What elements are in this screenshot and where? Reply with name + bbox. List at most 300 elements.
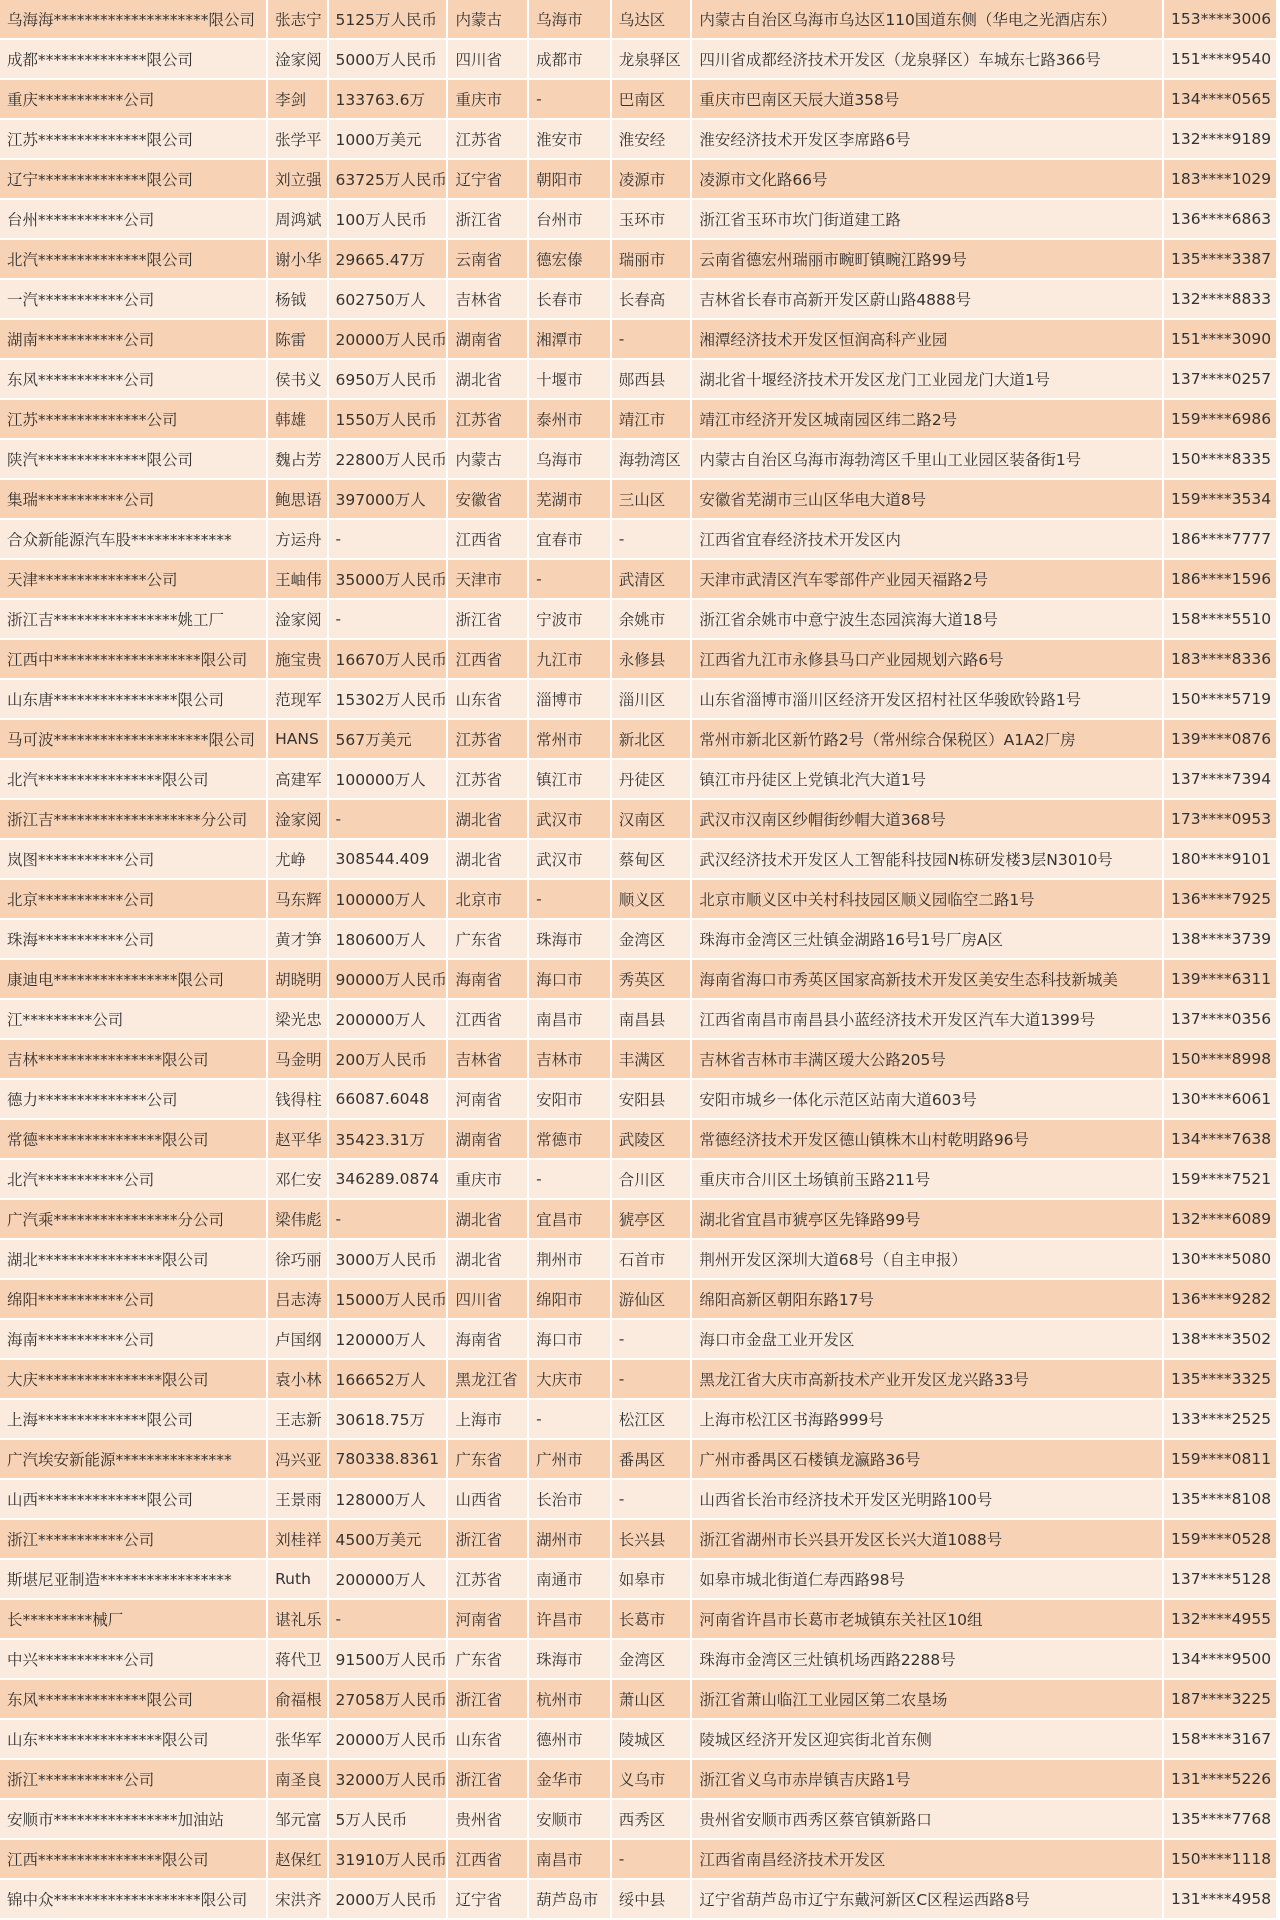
phone-cell: 132****6089 bbox=[1164, 1200, 1276, 1238]
province-cell: 辽宁省 bbox=[448, 160, 527, 198]
company-name-cell: 德力**************公司 bbox=[0, 1080, 266, 1118]
phone-cell: 136****9282 bbox=[1164, 1280, 1276, 1318]
city-cell: 十堰市 bbox=[529, 360, 610, 398]
city-cell: 海口市 bbox=[529, 1320, 610, 1358]
city-cell: 乌海市 bbox=[529, 440, 610, 478]
registered-capital-cell: 91500万人民币 bbox=[329, 1640, 447, 1678]
company-name-cell: 长*********械厂 bbox=[0, 1600, 266, 1638]
province-cell: 内蒙古 bbox=[448, 0, 527, 38]
table-row bbox=[0, 1280, 1276, 1318]
phone-cell: 132****4955 bbox=[1164, 1600, 1276, 1638]
address-cell: 内蒙古自治区乌海市乌达区110国道东侧（华电之光酒店东） bbox=[692, 0, 1162, 38]
table-row bbox=[0, 1360, 1276, 1398]
legal-rep-cell: 梁光忠 bbox=[268, 1000, 326, 1038]
address-cell: 浙江省湖州市长兴县开发区长兴大道1088号 bbox=[692, 1520, 1162, 1558]
legal-rep-cell: 徐巧丽 bbox=[268, 1240, 326, 1278]
city-cell: 九江市 bbox=[529, 640, 610, 678]
district-cell: 长葛市 bbox=[612, 1600, 691, 1638]
address-cell: 贵州省安顺市西秀区蔡官镇新路口 bbox=[692, 1800, 1162, 1838]
address-cell: 黑龙江省大庆市高新技术产业开发区龙兴路33号 bbox=[692, 1360, 1162, 1398]
legal-rep-cell: 张学平 bbox=[268, 120, 326, 158]
address-cell: 河南省许昌市长葛市老城镇东关社区10组 bbox=[692, 1600, 1162, 1638]
district-cell: 安阳县 bbox=[612, 1080, 691, 1118]
table-row bbox=[0, 720, 1276, 758]
city-cell: 南昌市 bbox=[529, 1840, 610, 1878]
address-cell: 江西省南昌经济技术开发区 bbox=[692, 1840, 1162, 1878]
city-cell: 珠海市 bbox=[529, 920, 610, 958]
province-cell: 河南省 bbox=[448, 1080, 527, 1118]
address-cell: 武汉市汉南区纱帽街纱帽大道368号 bbox=[692, 800, 1162, 838]
province-cell: 江苏省 bbox=[448, 120, 527, 158]
registered-capital-cell: 100000万人 bbox=[329, 760, 447, 798]
company-name-cell: 辽宁**************限公司 bbox=[0, 160, 266, 198]
district-cell: 淮安经 bbox=[612, 120, 691, 158]
legal-rep-cell: 胡晓明 bbox=[268, 960, 326, 998]
district-cell: 龙泉驿区 bbox=[612, 40, 691, 78]
address-cell: 靖江市经济开发区城南园区纬二路2号 bbox=[692, 400, 1162, 438]
province-cell: 贵州省 bbox=[448, 1800, 527, 1838]
phone-cell: 186****7777 bbox=[1164, 520, 1276, 558]
address-cell: 上海市松江区书海路999号 bbox=[692, 1400, 1162, 1438]
district-cell: 西秀区 bbox=[612, 1800, 691, 1838]
legal-rep-cell: 魏占芳 bbox=[268, 440, 326, 478]
district-cell: 新北区 bbox=[612, 720, 691, 758]
table-row bbox=[0, 0, 1276, 38]
registered-capital-cell: 166652万人 bbox=[329, 1360, 447, 1398]
district-cell: 武清区 bbox=[612, 560, 691, 598]
phone-cell: 158****3167 bbox=[1164, 1720, 1276, 1758]
legal-rep-cell: 冯兴亚 bbox=[268, 1440, 326, 1478]
address-cell: 江西省南昌市南昌县小蓝经济技术开发区汽车大道1399号 bbox=[692, 1000, 1162, 1038]
company-name-cell: 成都**************限公司 bbox=[0, 40, 266, 78]
registered-capital-cell: 128000万人 bbox=[329, 1480, 447, 1518]
district-cell: 秀英区 bbox=[612, 960, 691, 998]
company-name-cell: 广汽乘****************分公司 bbox=[0, 1200, 266, 1238]
registered-capital-cell: 3000万人民币 bbox=[329, 1240, 447, 1278]
company-name-cell: 东风**************限公司 bbox=[0, 1680, 266, 1718]
legal-rep-cell: 谢小华 bbox=[268, 240, 326, 278]
province-cell: 四川省 bbox=[448, 1280, 527, 1318]
registered-capital-cell: 6950万人民币 bbox=[329, 360, 447, 398]
table-row bbox=[0, 1640, 1276, 1678]
table-row bbox=[0, 1000, 1276, 1038]
district-cell: 郧西县 bbox=[612, 360, 691, 398]
company-name-cell: 湖南***********公司 bbox=[0, 320, 266, 358]
city-cell: 海口市 bbox=[529, 960, 610, 998]
company-name-cell: 台州***********公司 bbox=[0, 200, 266, 238]
address-cell: 江西省九江市永修县马口产业园规划六路6号 bbox=[692, 640, 1162, 678]
district-cell: - bbox=[612, 1320, 691, 1358]
company-name-cell: 常德****************限公司 bbox=[0, 1120, 266, 1158]
table-row bbox=[0, 1320, 1276, 1358]
registered-capital-cell: 180600万人 bbox=[329, 920, 447, 958]
registered-capital-cell: 100万人民币 bbox=[329, 200, 447, 238]
district-cell: 玉环市 bbox=[612, 200, 691, 238]
registered-capital-cell: - bbox=[329, 800, 447, 838]
registered-capital-cell: 35423.31万 bbox=[329, 1120, 447, 1158]
phone-cell: 132****8833 bbox=[1164, 280, 1276, 318]
legal-rep-cell: 方运舟 bbox=[268, 520, 326, 558]
company-name-cell: 珠海***********公司 bbox=[0, 920, 266, 958]
phone-cell: 159****7521 bbox=[1164, 1160, 1276, 1198]
province-cell: 重庆市 bbox=[448, 1160, 527, 1198]
registered-capital-cell: 32000万人民币 bbox=[329, 1760, 447, 1798]
table-row bbox=[0, 1520, 1276, 1558]
address-cell: 镇江市丹徒区上党镇北汽大道1号 bbox=[692, 760, 1162, 798]
province-cell: 湖北省 bbox=[448, 1240, 527, 1278]
address-cell: 浙江省玉环市坎门街道建工路 bbox=[692, 200, 1162, 238]
address-cell: 湖北省宜昌市猇亭区先锋路99号 bbox=[692, 1200, 1162, 1238]
company-name-cell: 东风***********公司 bbox=[0, 360, 266, 398]
phone-cell: 159****6986 bbox=[1164, 400, 1276, 438]
province-cell: 湖南省 bbox=[448, 1120, 527, 1158]
legal-rep-cell: 陈雷 bbox=[268, 320, 326, 358]
table-row bbox=[0, 1680, 1276, 1718]
province-cell: 北京市 bbox=[448, 880, 527, 918]
company-name-cell: 浙江吉****************姚工厂 bbox=[0, 600, 266, 638]
city-cell: 金华市 bbox=[529, 1760, 610, 1798]
province-cell: 江西省 bbox=[448, 520, 527, 558]
city-cell: 广州市 bbox=[529, 1440, 610, 1478]
province-cell: 江西省 bbox=[448, 1000, 527, 1038]
city-cell: 淮安市 bbox=[529, 120, 610, 158]
registered-capital-cell: 20000万人民币 bbox=[329, 320, 447, 358]
city-cell: - bbox=[529, 560, 610, 598]
phone-cell: 130****5080 bbox=[1164, 1240, 1276, 1278]
table-row bbox=[0, 480, 1276, 518]
phone-cell: 151****9540 bbox=[1164, 40, 1276, 78]
city-cell: 葫芦岛市 bbox=[529, 1880, 610, 1918]
district-cell: 金湾区 bbox=[612, 920, 691, 958]
phone-cell: 136****7925 bbox=[1164, 880, 1276, 918]
legal-rep-cell: 王景雨 bbox=[268, 1480, 326, 1518]
legal-rep-cell: 淦家阅 bbox=[268, 600, 326, 638]
table-row bbox=[0, 880, 1276, 918]
table-row bbox=[0, 960, 1276, 998]
legal-rep-cell: 邹元富 bbox=[268, 1800, 326, 1838]
company-name-cell: 马可波********************限公司 bbox=[0, 720, 266, 758]
address-cell: 凌源市文化路66号 bbox=[692, 160, 1162, 198]
registered-capital-cell: 1000万美元 bbox=[329, 120, 447, 158]
company-name-cell: 锦中众*******************限公司 bbox=[0, 1880, 266, 1918]
address-cell: 淮安经济技术开发区李席路6号 bbox=[692, 120, 1162, 158]
district-cell: - bbox=[612, 1840, 691, 1878]
company-name-cell: 乌海海********************限公司 bbox=[0, 0, 266, 38]
registered-capital-cell: 100000万人 bbox=[329, 880, 447, 918]
company-name-cell: 吉林****************限公司 bbox=[0, 1040, 266, 1078]
city-cell: 荆州市 bbox=[529, 1240, 610, 1278]
table-row bbox=[0, 520, 1276, 558]
legal-rep-cell: 李剑 bbox=[268, 80, 326, 118]
district-cell: 靖江市 bbox=[612, 400, 691, 438]
legal-rep-cell: 淦家阅 bbox=[268, 40, 326, 78]
province-cell: 天津市 bbox=[448, 560, 527, 598]
phone-cell: 150****1118 bbox=[1164, 1840, 1276, 1878]
company-name-cell: 湖北****************限公司 bbox=[0, 1240, 266, 1278]
address-cell: 荆州开发区深圳大道68号（自主申报） bbox=[692, 1240, 1162, 1278]
company-name-cell: 中兴***********公司 bbox=[0, 1640, 266, 1678]
city-cell: 泰州市 bbox=[529, 400, 610, 438]
table-row bbox=[0, 280, 1276, 318]
address-cell: 武汉经济技术开发区人工智能科技园N栋研发楼3层N3010号 bbox=[692, 840, 1162, 878]
company-name-cell: 山东唐****************限公司 bbox=[0, 680, 266, 718]
company-name-cell: 康迪电****************限公司 bbox=[0, 960, 266, 998]
phone-cell: 137****0257 bbox=[1164, 360, 1276, 398]
city-cell: 珠海市 bbox=[529, 1640, 610, 1678]
phone-cell: 132****9189 bbox=[1164, 120, 1276, 158]
legal-rep-cell: 赵平华 bbox=[268, 1120, 326, 1158]
legal-rep-cell: 马金明 bbox=[268, 1040, 326, 1078]
company-name-cell: 江西中*******************限公司 bbox=[0, 640, 266, 678]
registered-capital-cell: 2000万人民币 bbox=[329, 1880, 447, 1918]
phone-cell: 137****7394 bbox=[1164, 760, 1276, 798]
legal-rep-cell: 鲍思语 bbox=[268, 480, 326, 518]
province-cell: 云南省 bbox=[448, 240, 527, 278]
district-cell: - bbox=[612, 520, 691, 558]
phone-cell: 159****0811 bbox=[1164, 1440, 1276, 1478]
phone-cell: 135****3387 bbox=[1164, 240, 1276, 278]
phone-cell: 150****8998 bbox=[1164, 1040, 1276, 1078]
address-cell: 浙江省义乌市赤岸镇吉庆路1号 bbox=[692, 1760, 1162, 1798]
phone-cell: 159****0528 bbox=[1164, 1520, 1276, 1558]
city-cell: 乌海市 bbox=[529, 0, 610, 38]
phone-cell: 138****3502 bbox=[1164, 1320, 1276, 1358]
province-cell: 江苏省 bbox=[448, 1560, 527, 1598]
company-name-cell: 北汽***********公司 bbox=[0, 1160, 266, 1198]
phone-cell: 135****3325 bbox=[1164, 1360, 1276, 1398]
registered-capital-cell: 200万人民币 bbox=[329, 1040, 447, 1078]
phone-cell: 138****3739 bbox=[1164, 920, 1276, 958]
city-cell: - bbox=[529, 880, 610, 918]
table-row bbox=[0, 1840, 1276, 1878]
city-cell: 成都市 bbox=[529, 40, 610, 78]
legal-rep-cell: 范现军 bbox=[268, 680, 326, 718]
registered-capital-cell: 120000万人 bbox=[329, 1320, 447, 1358]
district-cell: 陵城区 bbox=[612, 1720, 691, 1758]
city-cell: 绵阳市 bbox=[529, 1280, 610, 1318]
table-row bbox=[0, 1720, 1276, 1758]
province-cell: 浙江省 bbox=[448, 1680, 527, 1718]
legal-rep-cell: 淦家阅 bbox=[268, 800, 326, 838]
table-row bbox=[0, 920, 1276, 958]
city-cell: 朝阳市 bbox=[529, 160, 610, 198]
province-cell: 吉林省 bbox=[448, 1040, 527, 1078]
address-cell: 安徽省芜湖市三山区华电大道8号 bbox=[692, 480, 1162, 518]
company-name-cell: 斯堪尼亚制造***************** bbox=[0, 1560, 266, 1598]
company-name-cell: 上海**************限公司 bbox=[0, 1400, 266, 1438]
registered-capital-cell: 27058万人民币 bbox=[329, 1680, 447, 1718]
table-row bbox=[0, 40, 1276, 78]
table-row bbox=[0, 1880, 1276, 1918]
registered-capital-cell: 567万美元 bbox=[329, 720, 447, 758]
company-name-cell: 浙江吉*******************分公司 bbox=[0, 800, 266, 838]
city-cell: 湘潭市 bbox=[529, 320, 610, 358]
address-cell: 常州市新北区新竹路2号（常州综合保税区）A1A2厂房 bbox=[692, 720, 1162, 758]
legal-rep-cell: 宋洪齐 bbox=[268, 1880, 326, 1918]
district-cell: 瑞丽市 bbox=[612, 240, 691, 278]
city-cell: 台州市 bbox=[529, 200, 610, 238]
table-row bbox=[0, 1480, 1276, 1518]
company-name-cell: 绵阳***********公司 bbox=[0, 1280, 266, 1318]
phone-cell: 133****2525 bbox=[1164, 1400, 1276, 1438]
address-cell: 湘潭经济技术开发区恒润高科产业园 bbox=[692, 320, 1162, 358]
province-cell: 广东省 bbox=[448, 1640, 527, 1678]
registered-capital-cell: 5000万人民币 bbox=[329, 40, 447, 78]
province-cell: 浙江省 bbox=[448, 600, 527, 638]
company-name-cell: 天津**************公司 bbox=[0, 560, 266, 598]
table-row bbox=[0, 1120, 1276, 1158]
district-cell: 丹徒区 bbox=[612, 760, 691, 798]
table-row bbox=[0, 640, 1276, 678]
legal-rep-cell: 王志新 bbox=[268, 1400, 326, 1438]
table-row bbox=[0, 1440, 1276, 1478]
province-cell: 湖北省 bbox=[448, 800, 527, 838]
legal-rep-cell: 周鸿斌 bbox=[268, 200, 326, 238]
address-cell: 绵阳高新区朝阳东路17号 bbox=[692, 1280, 1162, 1318]
legal-rep-cell: 刘桂祥 bbox=[268, 1520, 326, 1558]
registered-capital-cell: 30618.75万 bbox=[329, 1400, 447, 1438]
company-name-cell: 江*********公司 bbox=[0, 1000, 266, 1038]
district-cell: 合川区 bbox=[612, 1160, 691, 1198]
city-cell: 湖州市 bbox=[529, 1520, 610, 1558]
legal-rep-cell: 卢国纲 bbox=[268, 1320, 326, 1358]
registered-capital-cell: 15000万人民币 bbox=[329, 1280, 447, 1318]
phone-cell: 130****6061 bbox=[1164, 1080, 1276, 1118]
legal-rep-cell: 谌礼乐 bbox=[268, 1600, 326, 1638]
phone-cell: 136****6863 bbox=[1164, 200, 1276, 238]
address-cell: 湖北省十堰经济技术开发区龙门工业园龙门大道1号 bbox=[692, 360, 1162, 398]
registered-capital-cell: 346289.0874 bbox=[329, 1160, 447, 1198]
registered-capital-cell: 5125万人民币 bbox=[329, 0, 447, 38]
province-cell: 浙江省 bbox=[448, 200, 527, 238]
province-cell: 吉林省 bbox=[448, 280, 527, 318]
table-row bbox=[0, 440, 1276, 478]
registered-capital-cell: 200000万人 bbox=[329, 1560, 447, 1598]
registered-capital-cell: 90000万人民币 bbox=[329, 960, 447, 998]
registered-capital-cell: 29665.47万 bbox=[329, 240, 447, 278]
phone-cell: 150****8335 bbox=[1164, 440, 1276, 478]
legal-rep-cell: 赵保红 bbox=[268, 1840, 326, 1878]
province-cell: 湖北省 bbox=[448, 360, 527, 398]
legal-rep-cell: 尤峥 bbox=[268, 840, 326, 878]
province-cell: 广东省 bbox=[448, 920, 527, 958]
table-row bbox=[0, 600, 1276, 638]
district-cell: - bbox=[612, 320, 691, 358]
province-cell: 江苏省 bbox=[448, 720, 527, 758]
district-cell: 萧山区 bbox=[612, 1680, 691, 1718]
registered-capital-cell: 4500万美元 bbox=[329, 1520, 447, 1558]
city-cell: 安顺市 bbox=[529, 1800, 610, 1838]
registered-capital-cell: 397000万人 bbox=[329, 480, 447, 518]
company-name-cell: 集瑞***********公司 bbox=[0, 480, 266, 518]
registered-capital-cell: 15302万人民币 bbox=[329, 680, 447, 718]
registered-capital-cell: 1550万人民币 bbox=[329, 400, 447, 438]
company-name-cell: 岚图***********公司 bbox=[0, 840, 266, 878]
district-cell: 南昌县 bbox=[612, 1000, 691, 1038]
address-cell: 内蒙古自治区乌海市海勃湾区千里山工业园区装备街1号 bbox=[692, 440, 1162, 478]
company-name-cell: 浙江***********公司 bbox=[0, 1520, 266, 1558]
phone-cell: 153****3006 bbox=[1164, 0, 1276, 38]
district-cell: 永修县 bbox=[612, 640, 691, 678]
province-cell: 河南省 bbox=[448, 1600, 527, 1638]
district-cell: 松江区 bbox=[612, 1400, 691, 1438]
table-row bbox=[0, 1160, 1276, 1198]
province-cell: 山西省 bbox=[448, 1480, 527, 1518]
table-row bbox=[0, 1200, 1276, 1238]
company-name-cell: 山东****************限公司 bbox=[0, 1720, 266, 1758]
city-cell: 常德市 bbox=[529, 1120, 610, 1158]
address-cell: 安阳市城乡一体化示范区站南大道603号 bbox=[692, 1080, 1162, 1118]
phone-cell: 131****5226 bbox=[1164, 1760, 1276, 1798]
district-cell: 丰满区 bbox=[612, 1040, 691, 1078]
district-cell: 汉南区 bbox=[612, 800, 691, 838]
phone-cell: 135****7768 bbox=[1164, 1800, 1276, 1838]
company-name-cell: 重庆***********公司 bbox=[0, 80, 266, 118]
city-cell: 武汉市 bbox=[529, 800, 610, 838]
table-row bbox=[0, 320, 1276, 358]
phone-cell: 139****0876 bbox=[1164, 720, 1276, 758]
legal-rep-cell: 张华军 bbox=[268, 1720, 326, 1758]
legal-rep-cell: 俞福根 bbox=[268, 1680, 326, 1718]
phone-cell: 187****3225 bbox=[1164, 1680, 1276, 1718]
table-row bbox=[0, 120, 1276, 158]
address-cell: 天津市武清区汽车零部件产业园天福路2号 bbox=[692, 560, 1162, 598]
city-cell: 南通市 bbox=[529, 1560, 610, 1598]
registered-capital-cell: 780338.8361 bbox=[329, 1440, 447, 1478]
company-name-cell: 北汽**************限公司 bbox=[0, 240, 266, 278]
legal-rep-cell: 蒋代卫 bbox=[268, 1640, 326, 1678]
city-cell: 许昌市 bbox=[529, 1600, 610, 1638]
phone-cell: 134****7638 bbox=[1164, 1120, 1276, 1158]
province-cell: 内蒙古 bbox=[448, 440, 527, 478]
district-cell: 石首市 bbox=[612, 1240, 691, 1278]
city-cell: 常州市 bbox=[529, 720, 610, 758]
district-cell: 蔡甸区 bbox=[612, 840, 691, 878]
registered-capital-cell: - bbox=[329, 520, 447, 558]
legal-rep-cell: Ruth bbox=[268, 1560, 326, 1598]
address-cell: 重庆市合川区土场镇前玉路211号 bbox=[692, 1160, 1162, 1198]
province-cell: 湖南省 bbox=[448, 320, 527, 358]
legal-rep-cell: HANS bbox=[268, 720, 326, 758]
address-cell: 陵城区经济开发区迎宾街北首东侧 bbox=[692, 1720, 1162, 1758]
table-row bbox=[0, 160, 1276, 198]
province-cell: 山东省 bbox=[448, 1720, 527, 1758]
legal-rep-cell: 梁伟彪 bbox=[268, 1200, 326, 1238]
district-cell: - bbox=[612, 1480, 691, 1518]
city-cell: 大庆市 bbox=[529, 1360, 610, 1398]
registered-capital-cell: 20000万人民币 bbox=[329, 1720, 447, 1758]
phone-cell: 139****6311 bbox=[1164, 960, 1276, 998]
district-cell: 猇亭区 bbox=[612, 1200, 691, 1238]
district-cell: 如皋市 bbox=[612, 1560, 691, 1598]
province-cell: 安徽省 bbox=[448, 480, 527, 518]
registered-capital-cell: 31910万人民币 bbox=[329, 1840, 447, 1878]
phone-cell: 137****5128 bbox=[1164, 1560, 1276, 1598]
registered-capital-cell: 16670万人民币 bbox=[329, 640, 447, 678]
legal-rep-cell: 高建军 bbox=[268, 760, 326, 798]
district-cell: 长春高 bbox=[612, 280, 691, 318]
legal-rep-cell: 钱得柱 bbox=[268, 1080, 326, 1118]
province-cell: 江西省 bbox=[448, 640, 527, 678]
district-cell: 淄川区 bbox=[612, 680, 691, 718]
registered-capital-cell: 308544.409 bbox=[329, 840, 447, 878]
company-name-cell: 江苏**************公司 bbox=[0, 400, 266, 438]
legal-rep-cell: 张志宁 bbox=[268, 0, 326, 38]
province-cell: 浙江省 bbox=[448, 1520, 527, 1558]
province-cell: 江苏省 bbox=[448, 400, 527, 438]
district-cell: 乌达区 bbox=[612, 0, 691, 38]
phone-cell: 158****5510 bbox=[1164, 600, 1276, 638]
